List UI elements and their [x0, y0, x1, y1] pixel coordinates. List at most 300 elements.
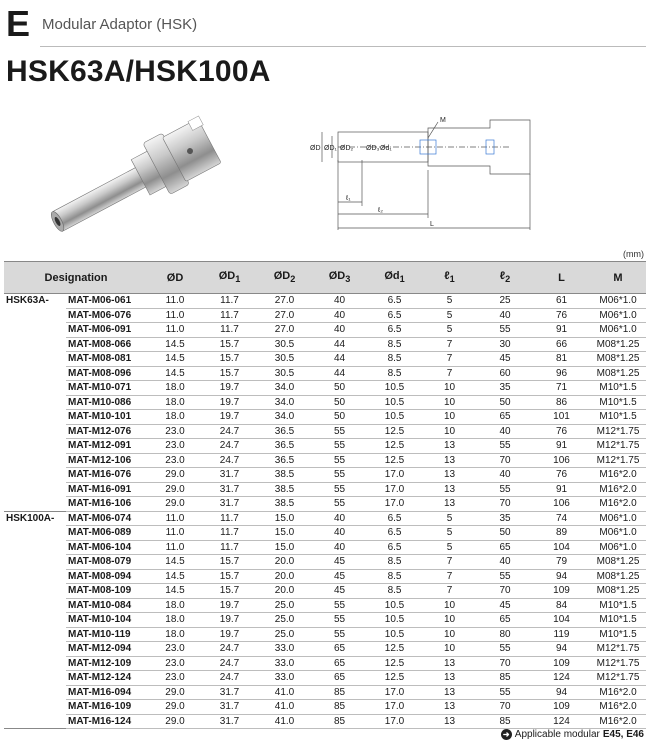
- value-cell: 18.0: [148, 627, 202, 642]
- value-cell: 11.0: [148, 540, 202, 555]
- value-cell: M06*1.0: [590, 294, 646, 309]
- value-cell: M08*1.25: [590, 352, 646, 367]
- value-cell: 25: [477, 294, 533, 309]
- value-cell: 7: [422, 352, 477, 367]
- value-cell: 44: [312, 352, 367, 367]
- col-l2: ℓ$_2$: [477, 262, 533, 294]
- value-cell: 70: [477, 656, 533, 671]
- value-cell: 85: [312, 685, 367, 700]
- value-cell: 15.7: [202, 569, 257, 584]
- value-cell: M08*1.25: [590, 569, 646, 584]
- value-cell: 24.7: [202, 439, 257, 454]
- value-cell: 23.0: [148, 439, 202, 454]
- designation-cell: MAT-M08-066: [66, 337, 148, 352]
- value-cell: 8.5: [367, 337, 422, 352]
- value-cell: 13: [422, 671, 477, 686]
- value-cell: 6.5: [367, 511, 422, 526]
- value-cell: 5: [422, 511, 477, 526]
- value-cell: 71: [533, 381, 590, 396]
- value-cell: 45: [477, 598, 533, 613]
- value-cell: 40: [312, 323, 367, 338]
- value-cell: 74: [533, 511, 590, 526]
- col-D1: $ØD_1$: [202, 262, 257, 294]
- value-cell: 17.0: [367, 685, 422, 700]
- designation-cell: MAT-M08-096: [66, 366, 148, 381]
- col-l1: ℓ$_1$: [422, 262, 477, 294]
- value-cell: M12*1.75: [590, 642, 646, 657]
- value-cell: 44: [312, 366, 367, 381]
- value-cell: 41.0: [257, 714, 312, 729]
- value-cell: 17.0: [367, 468, 422, 483]
- table-row: [4, 584, 646, 599]
- group-label: HSK63A-: [6, 295, 49, 306]
- value-cell: M08*1.25: [590, 337, 646, 352]
- value-cell: M10*1.5: [590, 598, 646, 613]
- product-photo: [40, 100, 250, 250]
- designation-cell: MAT-M08-094: [66, 569, 148, 584]
- table-row: [4, 453, 646, 468]
- table-row: [4, 482, 646, 497]
- value-cell: 55: [312, 613, 367, 628]
- designation-cell: MAT-M10-101: [66, 410, 148, 425]
- value-cell: M10*1.5: [590, 395, 646, 410]
- value-cell: 8.5: [367, 366, 422, 381]
- value-cell: 6.5: [367, 323, 422, 338]
- designation-cell: MAT-M10-071: [66, 381, 148, 396]
- value-cell: 55: [312, 439, 367, 454]
- table-row: [4, 381, 646, 396]
- value-cell: 34.0: [257, 381, 312, 396]
- value-cell: 86: [533, 395, 590, 410]
- value-cell: M08*1.25: [590, 584, 646, 599]
- value-cell: 91: [533, 482, 590, 497]
- value-cell: 31.7: [202, 714, 257, 729]
- value-cell: M06*1.0: [590, 511, 646, 526]
- label-D1: ØD₁: [324, 145, 337, 152]
- table-row: [4, 294, 646, 309]
- value-cell: 6.5: [367, 526, 422, 541]
- value-cell: 29.0: [148, 714, 202, 729]
- value-cell: 27.0: [257, 308, 312, 323]
- value-cell: 7: [422, 366, 477, 381]
- value-cell: 13: [422, 497, 477, 512]
- value-cell: M16*2.0: [590, 497, 646, 512]
- value-cell: 89: [533, 526, 590, 541]
- value-cell: M16*2.0: [590, 700, 646, 715]
- value-cell: 33.0: [257, 671, 312, 686]
- value-cell: 76: [533, 308, 590, 323]
- value-cell: 40: [312, 540, 367, 555]
- designation-cell: MAT-M12-124: [66, 671, 148, 686]
- value-cell: 12.5: [367, 642, 422, 657]
- value-cell: 10: [422, 424, 477, 439]
- value-cell: 24.7: [202, 656, 257, 671]
- value-cell: 50: [312, 395, 367, 410]
- value-cell: 13: [422, 468, 477, 483]
- value-cell: 5: [422, 308, 477, 323]
- value-cell: 5: [422, 294, 477, 309]
- value-cell: 55: [312, 424, 367, 439]
- value-cell: 106: [533, 453, 590, 468]
- col-L: L: [533, 262, 590, 294]
- value-cell: 70: [477, 584, 533, 599]
- value-cell: M10*1.5: [590, 410, 646, 425]
- table-row: [4, 308, 646, 323]
- value-cell: 34.0: [257, 410, 312, 425]
- value-cell: 24.7: [202, 642, 257, 657]
- value-cell: 24.7: [202, 453, 257, 468]
- value-cell: 14.5: [148, 569, 202, 584]
- value-cell: 50: [477, 395, 533, 410]
- value-cell: 38.5: [257, 468, 312, 483]
- designation-cell: MAT-M06-061: [66, 294, 148, 309]
- header-divider: [40, 46, 646, 47]
- value-cell: 84: [533, 598, 590, 613]
- value-cell: 101: [533, 410, 590, 425]
- value-cell: 85: [477, 714, 533, 729]
- label-L: L: [430, 221, 434, 228]
- value-cell: M12*1.75: [590, 439, 646, 454]
- value-cell: 11.7: [202, 294, 257, 309]
- value-cell: 5: [422, 540, 477, 555]
- value-cell: 14.5: [148, 352, 202, 367]
- value-cell: 29.0: [148, 685, 202, 700]
- value-cell: M16*2.0: [590, 468, 646, 483]
- value-cell: 11.0: [148, 526, 202, 541]
- value-cell: 7: [422, 555, 477, 570]
- table-row: [4, 410, 646, 425]
- value-cell: 65: [477, 613, 533, 628]
- table-row: [4, 323, 646, 338]
- spec-table: [4, 261, 646, 729]
- value-cell: 85: [477, 671, 533, 686]
- footer-text: Applicable modular: [514, 729, 600, 740]
- value-cell: 35: [477, 511, 533, 526]
- value-cell: 40: [477, 308, 533, 323]
- value-cell: 10: [422, 598, 477, 613]
- value-cell: 31.7: [202, 468, 257, 483]
- designation-cell: MAT-M12-109: [66, 656, 148, 671]
- value-cell: 17.0: [367, 497, 422, 512]
- table-row: [4, 497, 646, 512]
- value-cell: 15.7: [202, 555, 257, 570]
- designation-cell: MAT-M12-094: [66, 642, 148, 657]
- value-cell: M16*2.0: [590, 714, 646, 729]
- value-cell: 70: [477, 700, 533, 715]
- value-cell: 23.0: [148, 453, 202, 468]
- value-cell: 11.0: [148, 308, 202, 323]
- designation-cell: MAT-M12-106: [66, 453, 148, 468]
- value-cell: 65: [312, 642, 367, 657]
- value-cell: 55: [312, 468, 367, 483]
- table-row: [4, 540, 646, 555]
- arrow-circle-icon: ➜: [501, 729, 512, 740]
- value-cell: 40: [477, 424, 533, 439]
- value-cell: M08*1.25: [590, 366, 646, 381]
- value-cell: 109: [533, 656, 590, 671]
- designation-cell: MAT-M08-079: [66, 555, 148, 570]
- value-cell: 13: [422, 656, 477, 671]
- value-cell: 11.0: [148, 294, 202, 309]
- value-cell: 17.0: [367, 700, 422, 715]
- value-cell: M10*1.5: [590, 381, 646, 396]
- designation-cell: MAT-M06-091: [66, 323, 148, 338]
- designation-cell: MAT-M06-074: [66, 511, 148, 526]
- table-row: [4, 439, 646, 454]
- value-cell: 76: [533, 424, 590, 439]
- value-cell: 11.7: [202, 308, 257, 323]
- value-cell: 11.7: [202, 323, 257, 338]
- value-cell: M12*1.75: [590, 656, 646, 671]
- value-cell: 38.5: [257, 482, 312, 497]
- section-letter: E: [6, 3, 31, 44]
- value-cell: 66: [533, 337, 590, 352]
- value-cell: 8.5: [367, 569, 422, 584]
- value-cell: 41.0: [257, 700, 312, 715]
- designation-cell: MAT-M06-104: [66, 540, 148, 555]
- value-cell: M12*1.75: [590, 671, 646, 686]
- value-cell: 25.0: [257, 627, 312, 642]
- value-cell: 10: [422, 642, 477, 657]
- value-cell: 15.0: [257, 540, 312, 555]
- value-cell: 7: [422, 584, 477, 599]
- value-cell: 50: [477, 526, 533, 541]
- value-cell: 27.0: [257, 323, 312, 338]
- value-cell: 11.0: [148, 323, 202, 338]
- table-row: [4, 656, 646, 671]
- value-cell: 10: [422, 627, 477, 642]
- col-D3: $ØD_3$: [312, 262, 367, 294]
- unit-note: (mm): [623, 249, 644, 259]
- value-cell: 11.0: [148, 511, 202, 526]
- value-cell: 29.0: [148, 468, 202, 483]
- col-designation: Designation: [4, 262, 148, 294]
- value-cell: 109: [533, 700, 590, 715]
- value-cell: 10.5: [367, 627, 422, 642]
- value-cell: 41.0: [257, 685, 312, 700]
- col-d1: $Ød_1$: [367, 262, 422, 294]
- value-cell: 65: [477, 410, 533, 425]
- value-cell: 61: [533, 294, 590, 309]
- value-cell: 23.0: [148, 424, 202, 439]
- table-row: [4, 468, 646, 483]
- table-row: [4, 671, 646, 686]
- value-cell: 19.7: [202, 598, 257, 613]
- value-cell: 96: [533, 366, 590, 381]
- designation-cell: MAT-M08-109: [66, 584, 148, 599]
- value-cell: 40: [312, 294, 367, 309]
- value-cell: 55: [312, 497, 367, 512]
- value-cell: 20.0: [257, 555, 312, 570]
- value-cell: 33.0: [257, 656, 312, 671]
- value-cell: 23.0: [148, 671, 202, 686]
- value-cell: 36.5: [257, 453, 312, 468]
- value-cell: 55: [477, 482, 533, 497]
- value-cell: 20.0: [257, 569, 312, 584]
- value-cell: 33.0: [257, 642, 312, 657]
- value-cell: 8.5: [367, 555, 422, 570]
- value-cell: 94: [533, 642, 590, 657]
- value-cell: 30.5: [257, 366, 312, 381]
- value-cell: 11.7: [202, 526, 257, 541]
- designation-cell: MAT-M06-076: [66, 308, 148, 323]
- value-cell: 19.7: [202, 395, 257, 410]
- value-cell: 94: [533, 569, 590, 584]
- value-cell: 14.5: [148, 584, 202, 599]
- value-cell: M06*1.0: [590, 308, 646, 323]
- value-cell: 104: [533, 613, 590, 628]
- value-cell: 17.0: [367, 482, 422, 497]
- value-cell: M06*1.0: [590, 540, 646, 555]
- value-cell: M06*1.0: [590, 323, 646, 338]
- value-cell: 119: [533, 627, 590, 642]
- value-cell: 18.0: [148, 613, 202, 628]
- value-cell: 13: [422, 685, 477, 700]
- value-cell: 55: [477, 323, 533, 338]
- value-cell: 10: [422, 613, 477, 628]
- table-row: [4, 555, 646, 570]
- value-cell: 25.0: [257, 613, 312, 628]
- group-label: HSK100A-: [4, 511, 66, 729]
- value-cell: 94: [533, 685, 590, 700]
- value-cell: 70: [477, 497, 533, 512]
- value-cell: 15.0: [257, 526, 312, 541]
- value-cell: 19.7: [202, 410, 257, 425]
- table-row: [4, 627, 646, 642]
- table-row: [4, 395, 646, 410]
- value-cell: 19.7: [202, 627, 257, 642]
- designation-cell: MAT-M16-109: [66, 700, 148, 715]
- designation-cell: MAT-M06-089: [66, 526, 148, 541]
- table-row: [4, 526, 646, 541]
- designation-cell: MAT-M16-091: [66, 482, 148, 497]
- value-cell: 36.5: [257, 424, 312, 439]
- value-cell: 14.5: [148, 366, 202, 381]
- table-row: [4, 714, 646, 729]
- value-cell: M16*2.0: [590, 685, 646, 700]
- value-cell: 18.0: [148, 395, 202, 410]
- value-cell: 19.7: [202, 381, 257, 396]
- designation-cell: MAT-M10-119: [66, 627, 148, 642]
- value-cell: 124: [533, 714, 590, 729]
- value-cell: 13: [422, 439, 477, 454]
- value-cell: 55: [312, 598, 367, 613]
- label-l2: ℓ₂: [378, 207, 383, 214]
- value-cell: 12.5: [367, 671, 422, 686]
- designation-cell: MAT-M16-094: [66, 685, 148, 700]
- value-cell: 27.0: [257, 294, 312, 309]
- value-cell: 65: [312, 656, 367, 671]
- value-cell: 55: [477, 569, 533, 584]
- value-cell: 55: [477, 685, 533, 700]
- value-cell: 8.5: [367, 584, 422, 599]
- value-cell: 55: [312, 482, 367, 497]
- value-cell: 10.5: [367, 410, 422, 425]
- spec-table-body: [4, 294, 646, 729]
- value-cell: 31.7: [202, 482, 257, 497]
- value-cell: 29.0: [148, 482, 202, 497]
- value-cell: 76: [533, 468, 590, 483]
- value-cell: 10.5: [367, 381, 422, 396]
- value-cell: 15.7: [202, 337, 257, 352]
- designation-cell: MAT-M12-076: [66, 424, 148, 439]
- label-M: M: [440, 117, 446, 124]
- value-cell: 10: [422, 395, 477, 410]
- value-cell: 25.0: [257, 598, 312, 613]
- value-cell: 30: [477, 337, 533, 352]
- value-cell: 91: [533, 323, 590, 338]
- value-cell: 10.5: [367, 613, 422, 628]
- value-cell: 23.0: [148, 642, 202, 657]
- value-cell: 15.7: [202, 584, 257, 599]
- designation-cell: MAT-M10-104: [66, 613, 148, 628]
- value-cell: 65: [477, 540, 533, 555]
- designation-cell: MAT-M10-084: [66, 598, 148, 613]
- value-cell: 12.5: [367, 656, 422, 671]
- value-cell: 65: [312, 671, 367, 686]
- value-cell: 79: [533, 555, 590, 570]
- value-cell: 12.5: [367, 453, 422, 468]
- value-cell: 85: [312, 714, 367, 729]
- table-row: [4, 424, 646, 439]
- value-cell: 40: [477, 555, 533, 570]
- footer-refs: E45, E46: [602, 729, 644, 740]
- value-cell: 24.7: [202, 671, 257, 686]
- value-cell: 10: [422, 381, 477, 396]
- value-cell: 31.7: [202, 685, 257, 700]
- value-cell: 11.7: [202, 540, 257, 555]
- value-cell: M10*1.5: [590, 613, 646, 628]
- col-M: M: [590, 262, 646, 294]
- value-cell: M12*1.75: [590, 424, 646, 439]
- value-cell: 13: [422, 482, 477, 497]
- section-title: Modular Adaptor (HSK): [42, 16, 198, 33]
- value-cell: 85: [312, 700, 367, 715]
- value-cell: 13: [422, 714, 477, 729]
- value-cell: 17.0: [367, 714, 422, 729]
- value-cell: 6.5: [367, 540, 422, 555]
- label-D: ØD: [310, 145, 321, 152]
- value-cell: 12.5: [367, 424, 422, 439]
- designation-cell: MAT-M08-081: [66, 352, 148, 367]
- value-cell: 36.5: [257, 439, 312, 454]
- value-cell: 44: [312, 337, 367, 352]
- label-D2: ØD₂: [340, 145, 354, 152]
- table-row: [4, 613, 646, 628]
- value-cell: 29.0: [148, 700, 202, 715]
- table-row: [4, 685, 646, 700]
- value-cell: 8.5: [367, 352, 422, 367]
- value-cell: 31.7: [202, 700, 257, 715]
- value-cell: 10: [422, 410, 477, 425]
- label-d1: Ød₁: [380, 145, 392, 152]
- value-cell: 30.5: [257, 352, 312, 367]
- label-l1: ℓ₁: [346, 195, 351, 202]
- value-cell: 45: [312, 584, 367, 599]
- value-cell: 70: [477, 453, 533, 468]
- value-cell: M08*1.25: [590, 555, 646, 570]
- value-cell: 34.0: [257, 395, 312, 410]
- value-cell: 31.7: [202, 497, 257, 512]
- table-row: [4, 511, 646, 526]
- designation-cell: MAT-M16-076: [66, 468, 148, 483]
- value-cell: 55: [477, 642, 533, 657]
- value-cell: 60: [477, 366, 533, 381]
- value-cell: M10*1.5: [590, 627, 646, 642]
- dimension-drawing: [310, 110, 550, 240]
- table-header-row: [4, 262, 646, 294]
- value-cell: 80: [477, 627, 533, 642]
